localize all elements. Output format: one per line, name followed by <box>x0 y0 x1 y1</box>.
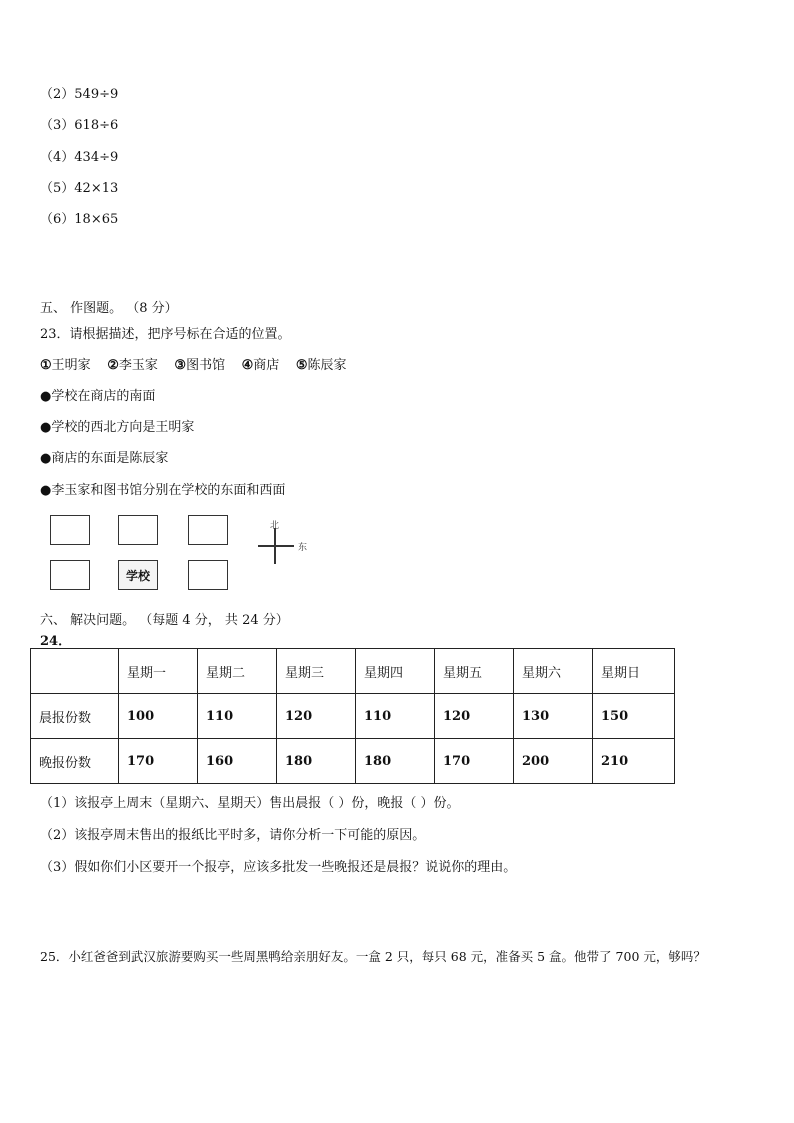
option-4-label: 商店 <box>253 358 280 373</box>
table-header-cell: 星期二 <box>198 649 277 694</box>
compass-north-label: 北 <box>270 521 280 531</box>
option-1-number: ① <box>40 358 52 373</box>
subquestion-2: （2）该报亭周末售出的报纸比平时多，请你分析一下可能的原因。 <box>40 828 426 843</box>
clue-4: ●李玉家和图书馆分别在学校的东面和西面 <box>40 483 286 498</box>
map-box-top-right[interactable] <box>188 515 228 545</box>
table-cell: 130 <box>514 694 593 739</box>
subquestion-1: （1）该报亭上周末（星期六、星期天）售出晨报（ ）份，晚报（ ）份。 <box>40 796 460 811</box>
map-box-top-middle[interactable] <box>118 515 158 545</box>
option-3-label: 图书馆 <box>186 358 226 373</box>
table-cell: 160 <box>198 739 277 784</box>
table-header-cell: 星期日 <box>593 649 675 694</box>
option-4 <box>242 358 280 373</box>
newspaper-sales-table <box>30 648 675 784</box>
row-label: 晨报份数 <box>31 694 119 739</box>
clue-2: ●学校的西北方向是王明家 <box>40 420 195 435</box>
option-2 <box>107 358 158 373</box>
question-23: 23．请根据描述，把序号标在合适的位置。 <box>40 327 291 342</box>
calc-item-6: （6）18×65 <box>40 212 119 227</box>
table-cell: 110 <box>198 694 277 739</box>
option-1 <box>40 358 91 373</box>
map-box-school <box>118 560 158 590</box>
option-1-label: 王明家 <box>51 358 91 373</box>
compass-east-label: 东 <box>298 543 308 553</box>
option-5-label: 陈辰家 <box>307 358 347 373</box>
calc-item-3: （3）618÷6 <box>40 118 119 133</box>
row-label: 晚报份数 <box>31 739 119 784</box>
table-header-corner <box>31 649 119 694</box>
option-5 <box>296 358 347 373</box>
clue-3: ●商店的东面是陈辰家 <box>40 451 169 466</box>
table-header-cell: 星期一 <box>119 649 198 694</box>
table-cell: 170 <box>435 739 514 784</box>
table-header-cell: 星期四 <box>356 649 435 694</box>
table-cell: 110 <box>356 694 435 739</box>
subquestion-3: （3）假如你们小区要开一个报亭，应该多批发一些晚报还是晨报？说说你的理由。 <box>40 860 517 875</box>
compass-east-west-line <box>258 545 294 547</box>
section5-heading: 五、 作图题。 （8 分） <box>40 301 178 316</box>
calc-item-5: （5）42×13 <box>40 181 119 196</box>
table-header-cell: 星期五 <box>435 649 514 694</box>
table-header-cell: 星期六 <box>514 649 593 694</box>
table-cell: 170 <box>119 739 198 784</box>
table-cell: 150 <box>593 694 675 739</box>
table-cell: 200 <box>514 739 593 784</box>
section6-heading: 六、 解决问题。 （每题 4 分， 共 24 分） <box>40 613 289 628</box>
table-header-row <box>31 649 675 694</box>
option-5-number: ⑤ <box>295 358 308 373</box>
school-label: 学校 <box>125 568 150 583</box>
table-cell: 100 <box>119 694 198 739</box>
table-cell: 210 <box>593 739 675 784</box>
map-box-bottom-right[interactable] <box>188 560 228 590</box>
table-row-evening <box>31 739 675 784</box>
map-box-top-left[interactable] <box>50 515 90 545</box>
map-box-bottom-left[interactable] <box>50 560 90 590</box>
table-cell: 120 <box>435 694 514 739</box>
table-row-morning <box>31 694 675 739</box>
calc-item-2: （2）549÷9 <box>40 87 119 102</box>
clue-1: ●学校在商店的南面 <box>40 389 156 404</box>
option-2-label: 李玉家 <box>118 358 158 373</box>
calc-item-4: （4）434÷9 <box>40 150 119 165</box>
option-2-number: ② <box>107 358 119 373</box>
table-header-cell: 星期三 <box>277 649 356 694</box>
table-cell: 180 <box>356 739 435 784</box>
table-cell: 180 <box>277 739 356 784</box>
question-25: 25．小红爸爸到武汉旅游要购买一些周黑鸭给亲朋好友。一盒 2 只，每只 68 元，准备买 5 盒。他带了 700 元，够吗？ <box>40 949 706 964</box>
question-24: 24． <box>40 634 72 649</box>
place-options <box>40 354 346 373</box>
option-4-number: ④ <box>241 358 254 373</box>
option-3 <box>174 358 225 373</box>
table-cell: 120 <box>277 694 356 739</box>
option-3-number: ③ <box>174 358 187 373</box>
